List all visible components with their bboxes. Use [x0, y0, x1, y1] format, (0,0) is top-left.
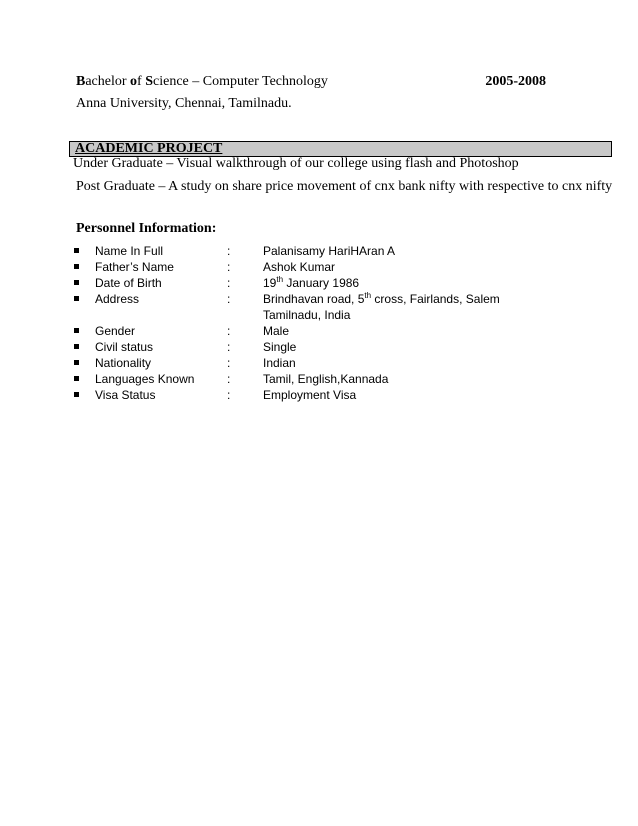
info-label: Father’s Name [95, 260, 174, 274]
bullet-icon [74, 376, 79, 381]
info-label: Name In Full [95, 244, 164, 258]
info-value-line2: Tamilnadu, India [263, 308, 351, 322]
list-item [74, 371, 544, 387]
personal-info-heading: Personnel Information: [76, 221, 217, 236]
post-graduate-project: Post Graduate – A study on share price movement of cnx bank nifty with respective to cnx nifty [76, 179, 613, 194]
info-label: Visa Status [95, 388, 156, 402]
info-colon: : [227, 292, 231, 306]
personal-info-list [74, 243, 544, 403]
info-label: Date of Birth [95, 276, 162, 290]
academic-project-header [69, 141, 612, 157]
degree-years: 2005-2008 [485, 74, 546, 89]
bullet-icon [74, 296, 79, 301]
degree-line: Bachelor of Science – Computer Technology 2005-2008 [76, 74, 546, 89]
info-label: Nationality [95, 356, 152, 370]
info-value: Employment Visa [263, 388, 357, 402]
list-item [74, 355, 544, 371]
info-value: 19th January 1986 [263, 275, 360, 290]
info-label: Languages Known [95, 372, 195, 386]
list-item [74, 259, 544, 275]
list-item [74, 291, 544, 323]
university-line: Anna University, Chennai, Tamilnadu. [76, 96, 292, 111]
info-value: Single [263, 340, 297, 354]
info-value: Male [263, 324, 290, 338]
info-label: Address [95, 292, 140, 306]
list-item [74, 387, 544, 403]
list-item [74, 275, 544, 291]
info-colon: : [227, 388, 231, 402]
bullet-icon [74, 264, 79, 269]
info-colon: : [227, 276, 231, 290]
info-colon: : [227, 356, 231, 370]
info-label: Gender [95, 324, 136, 338]
info-value: Brindhavan road, 5th cross, Fairlands, Salem [263, 291, 500, 306]
bullet-icon [74, 248, 79, 253]
info-value: Ashok Kumar [263, 260, 336, 274]
section-title: ACADEMIC PROJECT [75, 141, 223, 156]
bullet-icon [74, 328, 79, 333]
info-value: Indian [263, 356, 296, 370]
list-item [74, 323, 544, 339]
info-colon: : [227, 340, 231, 354]
info-value: Palanisamy HariHAran A [263, 244, 396, 258]
bullet-icon [74, 280, 79, 285]
list-item [74, 339, 544, 355]
info-colon: : [227, 244, 231, 258]
bullet-icon [74, 360, 79, 365]
bullet-icon [74, 392, 79, 397]
info-colon: : [227, 260, 231, 274]
under-graduate-project: Under Graduate – Visual walkthrough of our college using flash and Photoshop [73, 156, 519, 171]
info-value: Tamil, English,Kannada [263, 372, 389, 386]
bullet-icon [74, 344, 79, 349]
info-label: Civil status [95, 340, 154, 354]
info-colon: : [227, 372, 231, 386]
list-item [74, 243, 544, 259]
info-colon: : [227, 324, 231, 338]
